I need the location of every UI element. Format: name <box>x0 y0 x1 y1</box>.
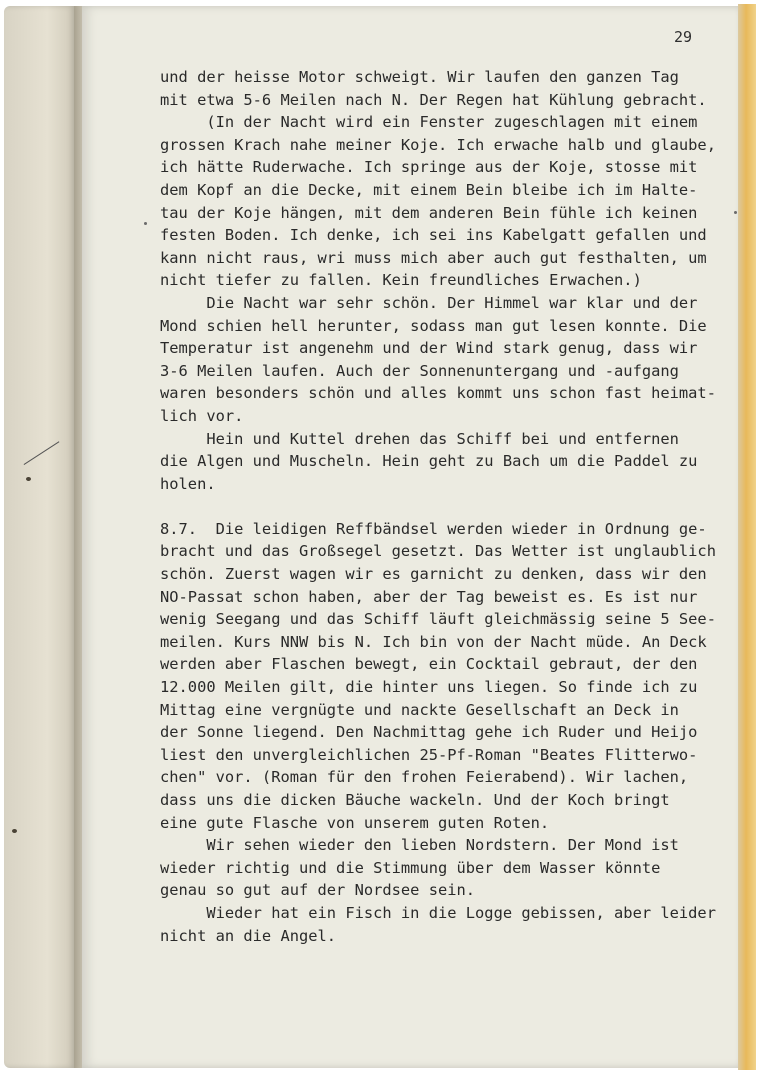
text-line: 3-6 Meilen laufen. Auch der Sonnenuntergang und -aufgang <box>160 361 679 380</box>
text-line: chen" vor. (Roman für den frohen Feierabend). Wir lachen, <box>160 768 689 787</box>
paper-speck <box>734 211 737 214</box>
text-line: Wir sehen wieder den lieben Nordstern. Der Mond ist <box>160 836 679 855</box>
text-line: dem Kopf an die Decke, mit einem Bein bleibe ich im Halte- <box>160 180 698 199</box>
text-line: nicht an die Angel. <box>160 926 337 945</box>
page-number: 29 <box>674 28 693 46</box>
ink-speck <box>26 477 31 481</box>
text-line: Mittag eine vergnügte und nackte Gesellschaft an Deck in <box>160 700 679 719</box>
typewritten-page <box>82 6 742 1068</box>
text-line: Mond schien hell herunter, sodass man gut lesen konnte. Die <box>160 316 707 335</box>
text-line: tau der Koje hängen, mit dem anderen Bein fühle ich keinen <box>160 203 698 222</box>
text-line: nicht tiefer zu fallen. Kein freundliches Erwachen.) <box>160 271 642 290</box>
text-line: 12.000 Meilen gilt, die hinter uns liegen. So finde ich zu <box>160 678 698 697</box>
text-line: festen Boden. Ich denke, ich sei ins Kabelgatt gefallen und <box>160 226 707 245</box>
text-line: grossen Krach nahe meiner Koje. Ich erwache halb und glaube, <box>160 135 716 154</box>
text-line: (In der Nacht wird ein Fenster zugeschlagen mit einem <box>160 113 698 132</box>
text-line: eine gute Flasche von unserem guten Roten. <box>160 813 550 832</box>
text-line: und der heisse Motor schweigt. Wir laufen den ganzen Tag <box>160 68 679 86</box>
right-page-edge <box>738 4 756 1070</box>
text-line: ich hätte Ruderwache. Ich springe aus der Koje, stosse mit <box>160 158 698 177</box>
text-line: wieder richtig und die Stimmung über dem Wasser könnte <box>160 858 661 877</box>
paper-speck <box>144 222 147 225</box>
text-line: werden aber Flaschen bewegt, ein Cocktail gebraut, der den <box>160 655 698 674</box>
text-line: Die Nacht war sehr schön. Der Himmel war klar und der <box>160 293 698 312</box>
text-line: Hein und Kuttel drehen das Schiff bei und entfernen <box>160 429 679 448</box>
text-line: die Algen und Muscheln. Hein geht zu Bach um die Paddel zu <box>160 452 698 471</box>
text-line: schön. Zuerst wagen wir es garnicht zu denken, dass wir den <box>160 565 707 584</box>
text-line: genau so gut auf der Nordsee sein. <box>160 881 476 900</box>
ink-speck <box>12 829 17 833</box>
text-line: mit etwa 5-6 Meilen nach N. Der Regen hat Kühlung gebracht. <box>160 90 707 109</box>
text-line: kann nicht raus, wri muss mich aber auch gut festhalten, um <box>160 248 707 267</box>
text-line: Wieder hat ein Fisch in die Logge gebissen, aber leider <box>160 903 716 922</box>
text-line: NO-Passat schon haben, aber der Tag beweist es. Es ist nur <box>160 587 698 606</box>
blank-line <box>160 495 730 518</box>
text-line: bracht und das Großsegel gesetzt. Das Wetter ist unglaublich <box>160 542 716 561</box>
text-line: der Sonne liegend. Den Nachmittag gehe ich Ruder und Heijo <box>160 723 698 742</box>
text-line: Temperatur ist angenehm und der Wind stark genug, dass wir <box>160 339 698 358</box>
text-line: lich vor. <box>160 406 244 425</box>
text-line: wenig Seegang und das Schiff läuft gleichmässig seine 5 See- <box>160 610 716 629</box>
text-line: waren besonders schön und alles kommt uns schon fast heimat- <box>160 384 716 403</box>
text-line: meilen. Kurs NNW bis N. Ich bin von der Nacht müde. An Deck <box>160 632 707 651</box>
left-page-edge <box>4 6 76 1068</box>
text-line: holen. <box>160 474 216 493</box>
page-text <box>160 66 730 947</box>
text-line: 8.7. Die leidigen Reffbändsel werden wieder in Ordnung ge- <box>160 519 707 538</box>
pencil-stroke <box>24 441 60 465</box>
text-line: liest den unvergleichlichen 25-Pf-Roman "Beates Flitterwo- <box>160 745 698 764</box>
text-line: dass uns die dicken Bäuche wackeln. Und der Koch bringt <box>160 791 670 809</box>
